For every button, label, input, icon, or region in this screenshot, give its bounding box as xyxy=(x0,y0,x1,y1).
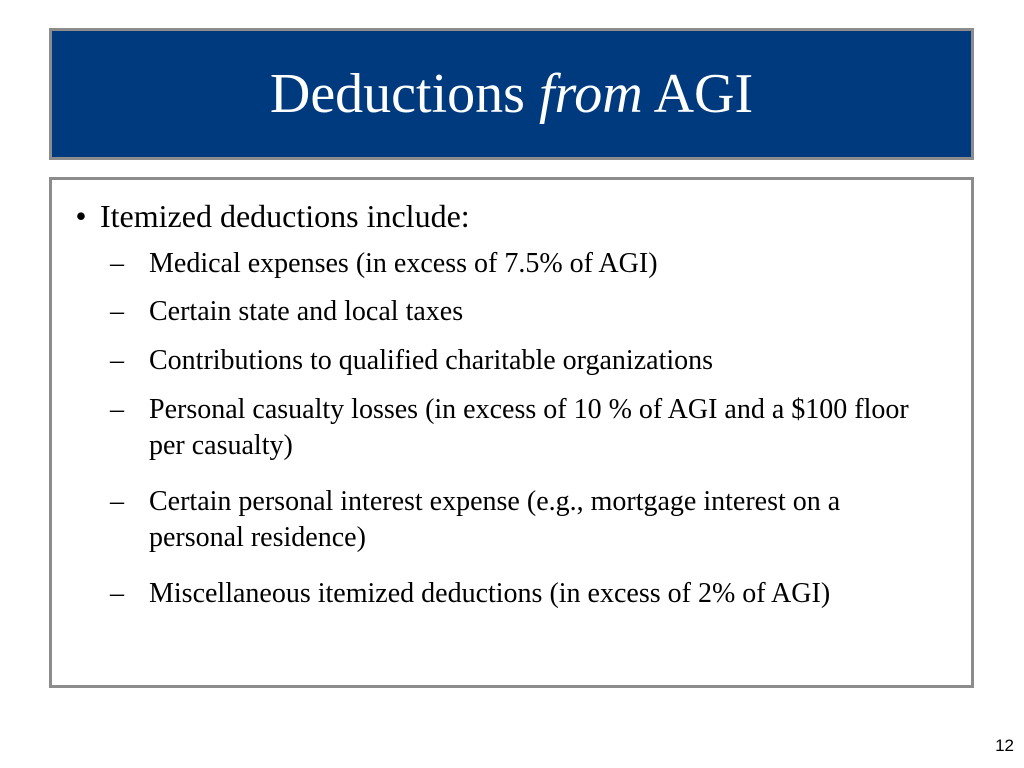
sub-item xyxy=(110,343,930,379)
sub-item xyxy=(110,484,930,556)
sub-item xyxy=(110,294,930,330)
sub-item-text: Contributions to qualified charitable organizations xyxy=(149,345,714,376)
sub-item xyxy=(110,576,930,612)
slide-title xyxy=(269,63,754,125)
sub-marker: – xyxy=(110,248,124,279)
slide-title-emphasis: from xyxy=(538,63,643,125)
page-number: 12 xyxy=(995,736,1014,755)
slide-title-suffix: AGI xyxy=(642,63,754,125)
sub-item-text: Personal casualty losses (in excess of 10 % of AGI and a $100 floor per casualty) xyxy=(149,394,909,461)
content-box xyxy=(49,177,974,688)
bullet-marker: • xyxy=(75,198,87,234)
sub-marker: – xyxy=(110,394,124,425)
sub-item xyxy=(110,392,930,464)
bullet-heading: Itemized deductions include: xyxy=(100,198,470,234)
sub-marker: – xyxy=(110,486,124,517)
bullet-item xyxy=(62,197,922,235)
sub-item-text: Certain state and local taxes xyxy=(149,296,464,327)
sub-marker: – xyxy=(110,296,124,327)
sub-item-text: Medical expenses (in excess of 7.5% of AGI) xyxy=(149,248,658,279)
sub-item xyxy=(110,246,930,282)
sub-marker: – xyxy=(110,345,124,376)
title-banner xyxy=(49,28,974,160)
sub-marker: – xyxy=(110,578,124,609)
sub-item-text: Certain personal interest expense (e.g., mortgage interest on a personal residence) xyxy=(149,486,841,553)
slide-title-prefix: Deductions xyxy=(269,63,539,125)
sub-item-text: Miscellaneous itemized deductions (in excess of 2% of AGI) xyxy=(149,578,831,609)
